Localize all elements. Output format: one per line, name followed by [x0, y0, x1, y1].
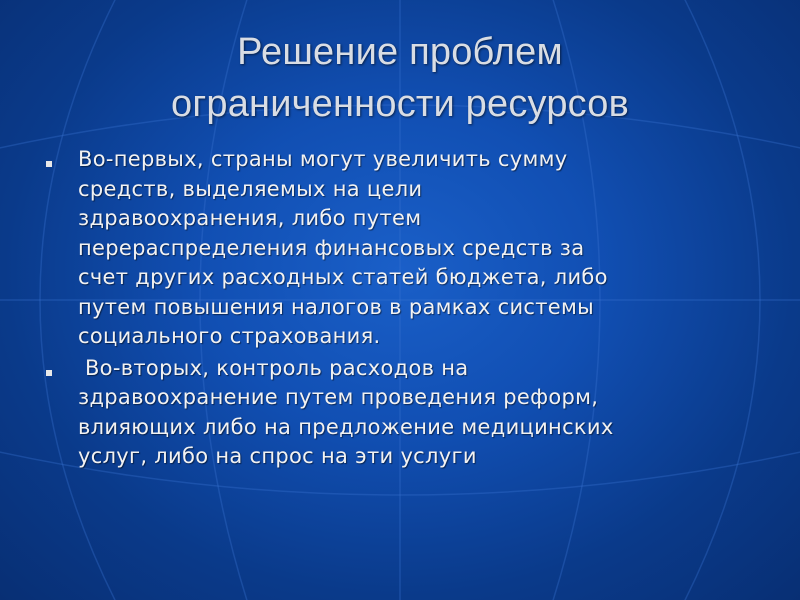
- bullet-item-first: [46, 145, 746, 352]
- bullet-list: [46, 145, 746, 474]
- bullet-line: здравоохранение путем проведения реформ,: [78, 385, 599, 409]
- bullet-line: путем повышения налогов в рамках системы: [78, 294, 595, 319]
- slide-title-line-2: ограниченности ресурсов: [170, 83, 630, 125]
- bullet-text-first: [78, 145, 746, 352]
- square-bullet-icon: [46, 161, 52, 167]
- bullet-line: перераспределения финансовых средств за: [78, 235, 585, 260]
- bullet-line: услуг, либо на спрос на эти услуги: [78, 444, 477, 468]
- bullet-text-second: [78, 354, 746, 472]
- bullet-line: Во-вторых, контроль расходов на: [78, 355, 469, 380]
- bullet-line: влияющих либо на предложение медицинских: [78, 414, 614, 439]
- bullet-item-second: [46, 354, 746, 472]
- slide-title-line-1: Решение проблем: [237, 31, 563, 73]
- bullet-line: социального страхования.: [78, 324, 381, 348]
- bullet-line: средств, выделяемых на цели: [78, 176, 423, 201]
- bullet-line: Во-первых, страны могут увеличить сумму: [78, 147, 568, 171]
- bullet-line: счет других расходных статей бюджета, либо: [78, 265, 608, 289]
- square-bullet-icon: [46, 370, 52, 376]
- bullet-line: здравоохранения, либо путем: [78, 206, 422, 230]
- slide-title: [0, 26, 800, 130]
